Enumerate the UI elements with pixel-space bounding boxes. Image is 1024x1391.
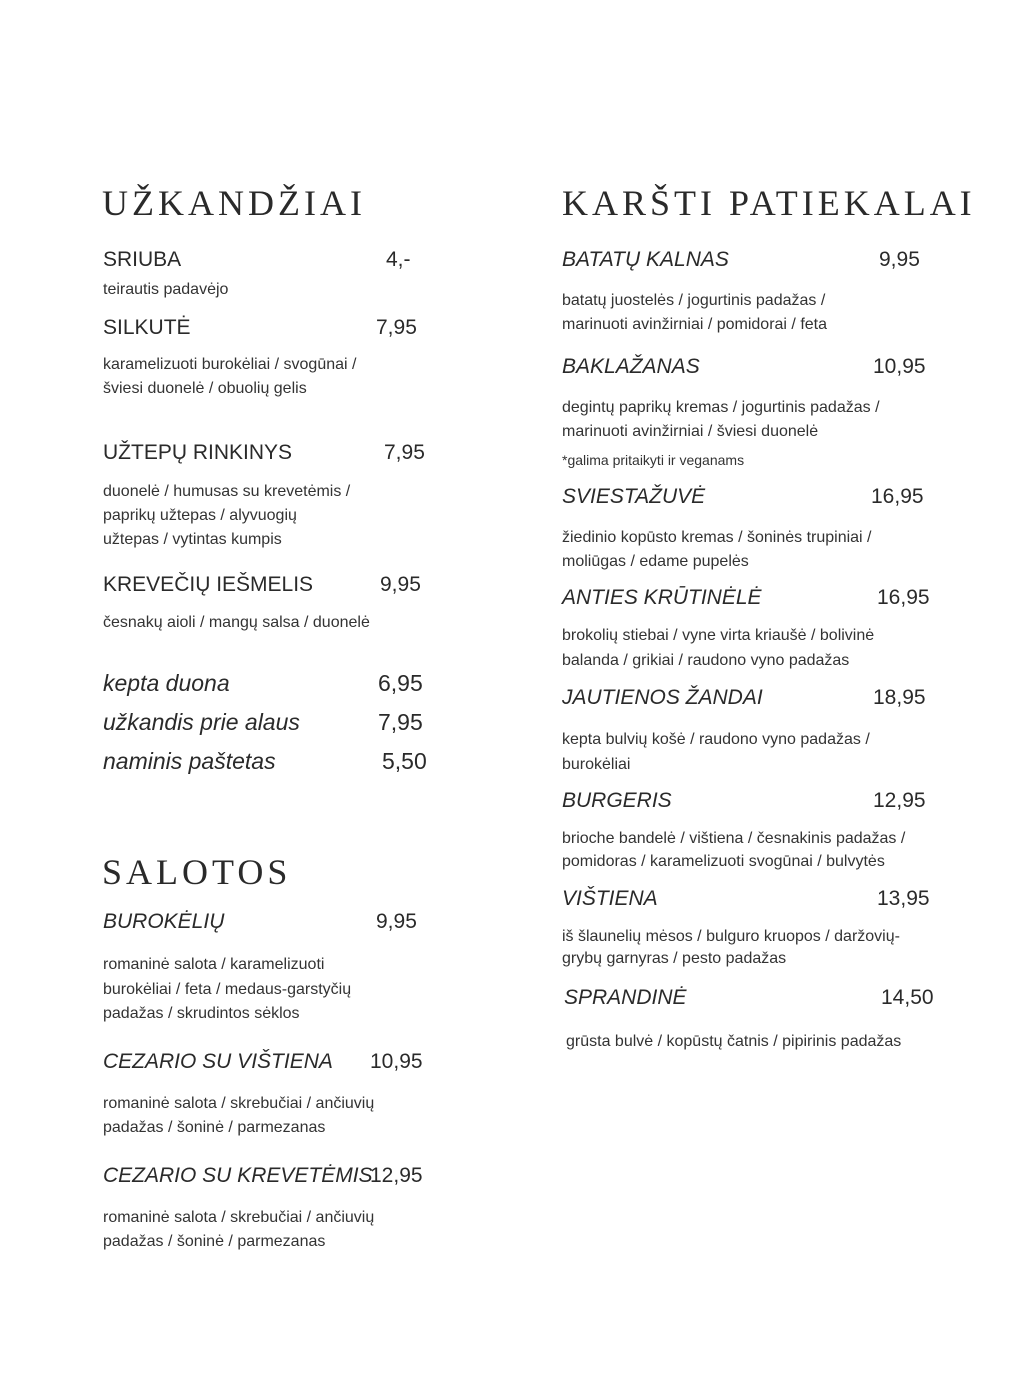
item-name-batatu-kalnas: BATATŲ KALNAS xyxy=(562,248,729,271)
item-desc-anties-1: brokolių stiebai / vyne virta kriaušė / bolivinė xyxy=(562,627,875,644)
item-name-kreveciu-iesmelis: KREVEČIŲ IEŠMELIS xyxy=(103,573,314,596)
item-price-sprandine: 14,50 xyxy=(881,986,934,1009)
item-desc-vistiena-2: grybų garnyras / pesto padažas xyxy=(562,950,787,967)
item-desc-vistiena-1: iš šlaunelių mėsos / bulguro kruopos / daržovių- xyxy=(562,928,900,945)
item-desc-burokeliu-2: burokėliai / feta / medaus-garstyčių xyxy=(103,981,352,998)
item-desc-silkute-1: karamelizuoti burokėliai / svogūnai / xyxy=(103,356,357,373)
item-price-burgeris: 12,95 xyxy=(873,789,926,812)
section-title-karsti-patiekalai: KARŠTI PATIEKALAI xyxy=(562,183,976,223)
item-price-anties-krutinele: 16,95 xyxy=(877,586,930,609)
item-name-cezario-vistiena: CEZARIO SU VIŠTIENA xyxy=(103,1050,333,1073)
item-desc-burokeliu-3: padažas / skrudintos sėklos xyxy=(103,1005,300,1022)
item-name-burgeris: BURGERIS xyxy=(562,789,672,812)
item-price-jautienos-zandai: 18,95 xyxy=(873,686,926,709)
item-desc-cezario-vistiena-2: padažas / šoninė / parmezanas xyxy=(103,1119,326,1136)
item-desc-baklazanas-1: degintų paprikų kremas / jogurtinis padažas / xyxy=(562,399,880,416)
item-desc-batatu-1: batatų juostelės / jogurtinis padažas / xyxy=(562,292,826,309)
item-price-sriuba: 4,- xyxy=(386,248,411,271)
item-name-silkute: SILKUTĖ xyxy=(103,316,191,339)
item-desc-uztepu-1: duonelė / humusas su krevetėmis / xyxy=(103,483,351,500)
item-name-anties-krutinele: ANTIES KRŪTINĖLĖ xyxy=(562,586,762,609)
item-desc-cezario-krevetemis-1: romaninė salota / skrebučiai / ančiuvių xyxy=(103,1209,375,1226)
item-price-uztepu-rinkinys: 7,95 xyxy=(384,441,425,464)
item-name-vistiena: VIŠTIENA xyxy=(562,887,658,910)
item-price-silkute: 7,95 xyxy=(376,316,417,339)
item-price-cezario-krevetemis: 12,95 xyxy=(370,1164,423,1187)
section-title-uzkandziai: UŽKANDŽIAI xyxy=(102,183,366,223)
item-desc-uztepu-3: užtepas / vytintas kumpis xyxy=(103,531,282,548)
item-name-uztepu-rinkinys: UŽTEPŲ RINKINYS xyxy=(103,441,293,464)
item-name-kepta-duona: kepta duona xyxy=(103,670,230,696)
item-name-burokeliu: BUROKĖLIŲ xyxy=(103,910,225,933)
item-desc-sriuba: teirautis padavėjo xyxy=(103,281,229,298)
item-desc-sviestazuve-2: moliūgas / edame pupelės xyxy=(562,553,749,570)
item-price-batatu-kalnas: 9,95 xyxy=(879,248,920,271)
item-name-jautienos-zandai: JAUTIENOS ŽANDAI xyxy=(562,686,763,709)
item-desc-anties-2: balanda / grikiai / raudono vyno padažas xyxy=(562,652,850,669)
item-name-cezario-krevetemis: CEZARIO SU KREVETĖMIS xyxy=(103,1164,373,1187)
item-desc-silkute-2: šviesi duonelė / obuolių gelis xyxy=(103,380,307,397)
item-desc-sviestazuve-1: žiedinio kopūsto kremas / šoninės trupiniai / xyxy=(562,529,872,546)
item-desc-burokeliu-1: romaninė salota / karamelizuoti xyxy=(103,956,325,973)
item-note-veganams: *galima pritaikyti ir veganams xyxy=(562,452,745,468)
item-desc-burgeris-1: brioche bandelė / vištiena / česnakinis padažas / xyxy=(562,830,906,847)
item-name-sviestazuve: SVIESTAŽUVĖ xyxy=(562,485,706,508)
item-desc-cezario-krevetemis-2: padažas / šoninė / parmezanas xyxy=(103,1233,326,1250)
item-name-uzkandis: užkandis prie alaus xyxy=(103,709,300,735)
item-desc-cezario-vistiena-1: romaninė salota / skrebučiai / ančiuvių xyxy=(103,1095,375,1112)
item-price-burokeliu: 9,95 xyxy=(376,910,417,933)
item-desc-uztepu-2: paprikų užtepas / alyvuogių xyxy=(103,507,297,524)
item-price-kepta-duona: 6,95 xyxy=(378,670,423,696)
item-price-kreveciu-iesmelis: 9,95 xyxy=(380,573,421,596)
item-desc-batatu-2: marinuoti avinžirniai / pomidorai / feta xyxy=(562,316,828,333)
item-name-baklazanas: BAKLAŽANAS xyxy=(562,355,700,378)
item-desc-jautienos-1: kepta bulvių košė / raudono vyno padažas / xyxy=(562,731,870,748)
item-price-baklazanas: 10,95 xyxy=(873,355,926,378)
item-price-vistiena: 13,95 xyxy=(877,887,930,910)
item-price-uzkandis: 7,95 xyxy=(378,709,423,735)
item-desc-burgeris-2: pomidoras / karamelizuoti svogūnai / bulvytės xyxy=(562,853,885,870)
item-price-cezario-vistiena: 10,95 xyxy=(370,1050,423,1073)
item-desc-jautienos-2: burokėliai xyxy=(562,756,631,773)
item-desc-kreveciu: česnakų aioli / mangų salsa / duonelė xyxy=(103,614,370,631)
item-price-sviestazuve: 16,95 xyxy=(871,485,924,508)
item-price-naminis-pastetas: 5,50 xyxy=(382,748,427,774)
section-title-salotos: SALOTOS xyxy=(102,852,292,892)
item-name-naminis-pastetas: naminis paštetas xyxy=(103,748,276,774)
item-name-sriuba: SRIUBA xyxy=(103,248,182,271)
item-name-sprandine: SPRANDINĖ xyxy=(564,986,687,1009)
item-desc-baklazanas-2: marinuoti avinžirniai / šviesi duonelė xyxy=(562,423,819,440)
item-desc-sprandine: grūsta bulvė / kopūstų čatnis / pipirinis padažas xyxy=(566,1033,902,1050)
